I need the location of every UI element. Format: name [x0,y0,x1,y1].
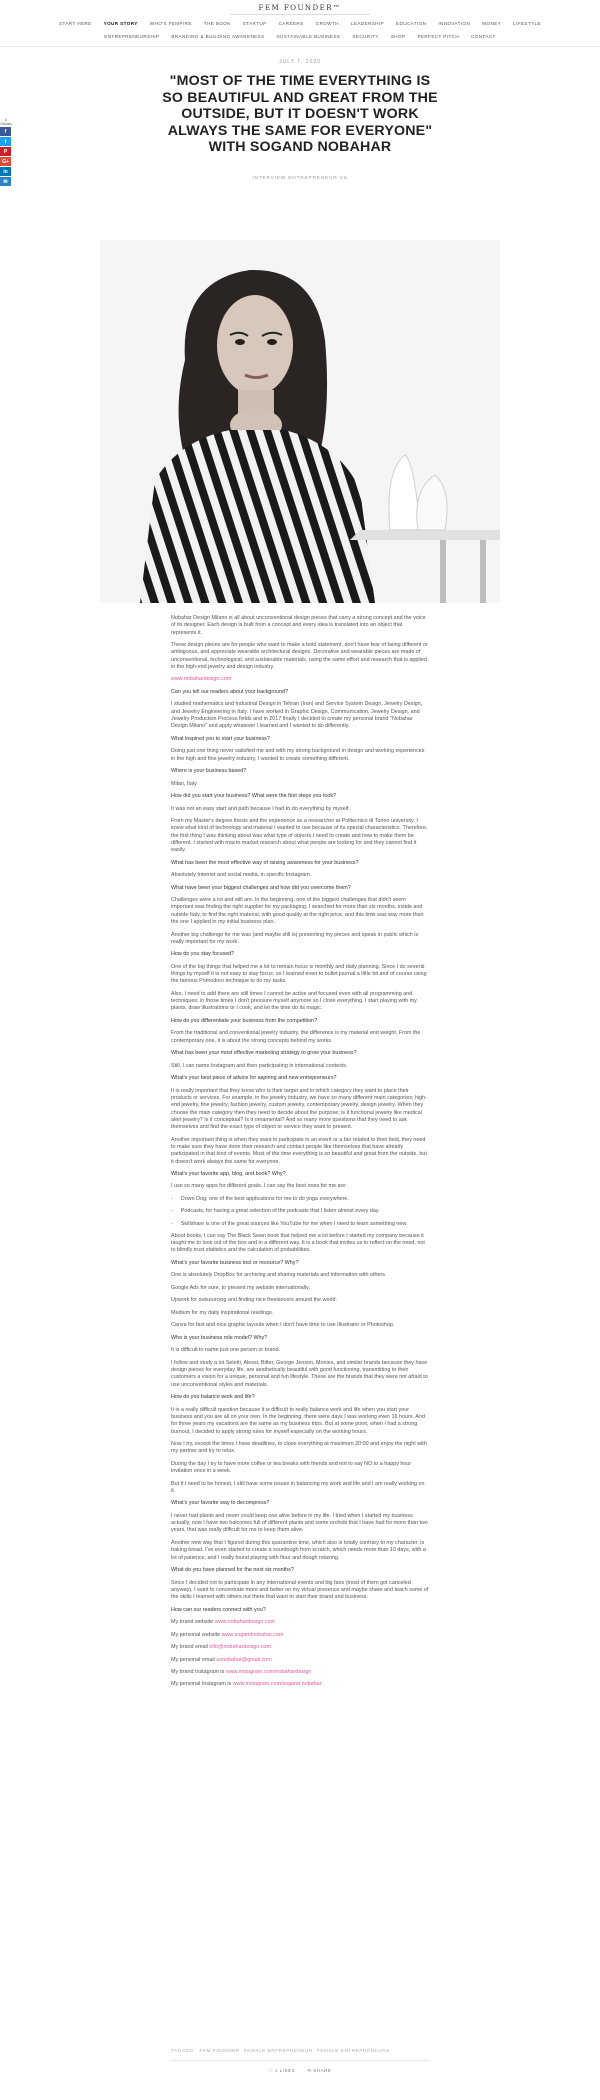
paragraph: Doing just one thing never satisfied me and with my strong background in design and working experiences in the high and fine jewelry industry, I wanted to create something different. [171,748,425,762]
nav-item-careers[interactable]: CAREERS [278,21,304,26]
contact-label: My brand email [171,1644,210,1651]
list-item-text: Down Dog, one of the best applications for me to do yoga everywhere. [180,1195,349,1202]
question: Who is your business role model? Why? [171,1334,268,1341]
google-plus-icon[interactable]: G+ [0,157,11,166]
nav-item-contact[interactable]: CONTACT [471,34,496,39]
paragraph: Canva for fast and nice graphic layouts when I don't have time to use Illustrator or Photoshop. [171,1322,395,1329]
footer-divider [171,2060,429,2061]
nav-item-the-book[interactable]: THE BOOK [203,21,231,26]
paragraph: Another big challenge for me was (and maybe still is) presenting my pieces and speak in public which is really important for my work. [171,931,419,945]
facebook-icon[interactable]: f [0,127,11,136]
paragraph: I follow and study a lot Seletti, Alessi, Bitter, George Jenson, Monies, and similar brands because they have design pieces for everyday life, are aesthetically beautiful with good functioning, transmitting to their customers a vision for a unique, personal and fun lifestyle. These are the brands that they were not afraid to use unconventional styles and materials. [171,1359,428,1388]
paragraph: These design pieces are for people who want to make a bold statement, don't have fear of being different or ambiguous, and appreciate wearable architectural designs. Decorative and wearable pieces are made of unconventional, technological, and sustainable materials, using the same effort and research that is applied in the high-end jewelry and design industry. [171,642,428,670]
question: How can our readers connect with you? [171,1606,266,1613]
question: What inspired you to start your business? [171,735,270,742]
bullet-dash: - [171,1208,173,1215]
post-tags [171,2048,429,2053]
contact-label: My personal website [171,1631,222,1638]
question: How do you balance work and life? [171,1394,255,1401]
nav-item-growth[interactable]: GROWTH [315,21,339,26]
paragraph: Challenges were a lot and still are. In the beginning, one of the biggest challenges that didn't seem important was finding the right supplier for my packaging. I searched for more than six months, inside and outside Italy, to find the right material, with good quality at the right price, and this time was way more than the one I applied in my initial business plan. [171,897,424,926]
post-actions [0,2068,600,2074]
list-item [171,1196,429,1203]
paragraph: During the day I try to have more coffee or tea breaks with friends and not to say NO to a happy hour invitation once in a week. [171,1460,412,1475]
brand-site-link[interactable]: www.nobahardesign.com [171,676,232,683]
paragraph: From the traditional and conventional jewelry industry, the difference is my material and weight. From the contemporary one, it is about the strong concepts behind my works. [171,1030,421,1044]
site-logo[interactable]: FEM FOUNDER™ [258,4,342,12]
nav-divider [0,46,600,47]
pinterest-icon[interactable]: P [0,147,11,156]
nav-item-startup[interactable]: STARTUP [242,21,267,26]
tag-link[interactable]: FEMALE ENTREPRENEURS [316,2048,390,2053]
paragraph: Still, I can name Instagram and then participating in international contests. [171,1062,348,1069]
logo-divider [230,14,370,15]
paragraph: About books, I can say The Black Swan book that helped me a lot before I started my company because it taught me to look out of the box and in a different way. It is a book that invites us to reflect on the need, not to blindly trust statistics and the calculation of probabilities. [171,1232,425,1254]
paragraph: I use so many apps for different goals. I can say the best ones for me are: [171,1183,347,1190]
paragraph: Since I decided not to participate in any international events and big fairs (most of them got canceled anyway), I want to concentrate more and better on my virtual presence and maybe share and teach some of the skills I learned with others out there that want to start their brand and business. [171,1579,429,1601]
question: How do you differentiate your business from the competition? [171,1017,318,1024]
nav-item-shop[interactable]: SHOP [390,34,406,39]
twitter-icon[interactable]: t [0,137,11,146]
nav-item-your-story[interactable]: YOUR STORY [103,21,138,26]
paragraph: Milan, Italy [171,780,197,787]
contact-item [171,1657,429,1664]
list-item [171,1208,429,1215]
post-title: "MOST OF THE TIME EVERYTHING IS SO BEAUTIFUL AND GREAT FROM THE OUTSIDE, BUT IT DOESN'T WORK ALWAYS THE SAME FOR EVERYONE" WITH SOGAND NOBAHAR [162,73,438,155]
nav-item-leadership[interactable]: LEADERSHIP [350,21,385,26]
linkedin-icon[interactable]: in [0,167,11,176]
nav-item-branding-building-awareness[interactable]: BRANDING & BUILDING AWARENESS [171,34,265,39]
nav-item-education[interactable]: EDUCATION [396,21,427,26]
nav-item-who-s-fempire[interactable]: WHO'S FEMPIRE [149,21,192,26]
list-item [171,1221,429,1228]
paragraph: Another new way that I figured during this quarantine time, which also is totally contrary to my character, is baking bread. I've even started to create a sourdough from scratch, which needs more than 10 days, with a lot of patience, and I really found playing with flour and dough relaxing. [171,1539,426,1561]
nav-item-lifestyle[interactable]: LIFESTYLE [513,21,541,26]
question: How do you stay focused? [171,951,235,958]
contact-item [171,1619,429,1626]
paragraph: Nobahar Design Milano is all about unconventional design pieces that carry a strong concept and the voice of its designer. Each design is built from a concept and every idea is translated into an object that represents it. [171,615,426,636]
paragraph: Google Ads for sure, to present my website internationally. [171,1284,310,1291]
post-date: JULY 7, 2020 [279,59,321,65]
nav-item-security[interactable]: SECURITY [352,34,379,39]
paragraph: Also, I need to add there are still times I cannot be active and focused even with all programming and techniques; in those times I don't pressure myself anymore so I close everything, I start playing with my plants, draw illustrations or I cook, and let the time do its magic. [171,990,417,1012]
contact-label: My personal Instagram is [171,1681,233,1688]
paragraph: From my Master's degree thesis and the experience as a researcher at Politecnico di Torino university, I knew what kind of technology and material I wanted to use because of its special characteristics. Therefore, the first thing I was thinking about was what type of objects I need to create and how to make them be different. I started with macro market research about what people are looking for and they cannot find it easily. [171,818,428,854]
paragraph: One is absolutely DropBox for archiving and sharing materials and information with others. [171,1272,387,1279]
main-nav-row-1 [0,21,600,26]
question: What's your favorite app, blog, and book? Why? [171,1170,286,1177]
paragraph: It is a really difficult question because it is difficult to really balance work and life when you start your business and you are all on your own. In the beginning, there were days I was working even 16 hours. And for three years my vacations are the same as my business trips. But at some point, when I had a strong burnout, I decided to apply strong rules for myself especially on the working hours. [171,1406,425,1435]
contact-item [171,1681,429,1688]
list-item-text: Podcasts, for having a great selection of the podcasts that I listen almost every day. [180,1208,380,1215]
contact-item [171,1644,429,1651]
nav-item-start-here[interactable]: START HERE [59,21,92,26]
paragraph: But if I need to be honest, I still have some issues in balancing my work and life and I am really working on it. [171,1480,425,1494]
contact-list [171,1619,429,1689]
share-button[interactable]: ⟲ SHARE [307,2068,332,2073]
bullet-dash: - [171,1220,173,1227]
question: Can you tell our readers about your background? [171,688,289,695]
paragraph: Absolutely Internet and social media, in specific Instagram. [171,872,312,879]
share-count-label: Shares [0,122,12,126]
question: What have been your biggest challenges and how did you overcome them? [171,884,351,891]
list-item-text: Skillshare is one of the great sources like YouTube for me when I need to learn something new. [180,1220,408,1227]
portrait-illustration [100,240,500,603]
article-body [171,615,429,1694]
nav-item-innovation[interactable]: INNOVATION [438,21,471,26]
contact-item [171,1632,429,1639]
question: What has been your most effective marketing strategy to grow your business? [171,1050,357,1057]
like-button[interactable]: ♡ 1 LIKES [268,2068,296,2073]
nav-item-entrepreneurship[interactable]: ENTREPRENEURSHIP [104,34,160,39]
paragraph: One of the big things that helped me a lot to remain focus is monthly and daily planning. Since I do several things by myself it is not easy to stay focus, so I learned even to bullet journal a little bit and of course using the famous Pomodoro technique to do my tasks. [171,963,427,985]
contact-label: My personal email [171,1656,217,1663]
main-nav-row-2 [0,34,600,39]
question: What has been the most effective way of raising awareness for your business? [171,859,359,866]
paragraph: Another important thing is when they want to participate in an event or a fair related to their field, they need to make sure they have done their research and contact people like themselves that have already participated in that kind of events. Most of the time everything is so beautiful and great from the outside, but it doesn't work always the same for everyone. [171,1136,427,1165]
nav-item-perfect-pitch[interactable]: PERFECT PITCH [417,34,460,39]
question: What's your best piece of advice for aspiring and new entrepreneurs? [171,1075,337,1082]
question: What's your favorite business tool or resource? Why? [171,1259,299,1266]
contact-link[interactable]: www.instagram.com/nobahardesign [225,1669,312,1675]
question: Where is your business based? [171,768,247,775]
nav-item-sustainable-business[interactable]: SUSTAINABLE BUSINESS [276,34,341,39]
paragraph: I studied mathematics and Industrial Design in Tehran (Iran) and Service System Design, Jewelry Design, and Jewelry Engineering in Italy. I have worked in Graphic Design, Communication, Jewelry Design, and Jewelry Production Process fields and in 2017 finally I decided to create my personal brand "Nobahar Design Milano" and apply whatever I learned and I wanted to do differently. [171,701,423,730]
contact-link[interactable]: sonobahar@gmail.com [216,1656,272,1663]
contact-link[interactable]: www.instagram.com/sogand.nobahar [232,1681,322,1688]
question: What do you have planned for the next six months? [171,1567,294,1574]
paragraph: Now I try, except the times I have deadlines, to close everything at maximum 20:00 and enjoy the night with my partner and try to relax. [171,1441,427,1455]
paragraph: I never had plants and never could keep one alive before in my life. I tried when I started my business actually, now I have two balconies full of different plants and some orchids that I have had for more than two years, that was really difficult for me to keep them alive. [171,1512,428,1534]
share-count [0,118,12,126]
contact-link[interactable]: info@nobahardesign.com [209,1644,271,1651]
contact-link[interactable]: www.sogandnobahar.com [221,1631,284,1638]
email-icon[interactable]: ✉ [0,177,11,186]
question: How did you start your business? What were the first steps you took? [171,793,337,800]
contact-item [171,1669,429,1676]
tags-label: TAGGED: [171,2048,196,2053]
tag-link[interactable]: FEMALE ENTREPRENEUR [243,2048,313,2053]
post-category[interactable]: INTERVIEW ENTREPRENEUR VS [252,176,348,181]
bullet-dash: - [171,1195,173,1202]
paragraph: It is difficult to name just one person or brand. [171,1347,280,1354]
contact-label: My brand website [171,1619,215,1626]
paragraph: Medium for my daily inspirational readings. [171,1309,274,1316]
contact-link[interactable]: www.nobahardesign.com [214,1619,275,1626]
app-list [171,1196,429,1228]
paragraph: It was not an easy start and path because I had to do everything by myself. [171,805,350,812]
paragraph: Upwork for outsourcing and finding nice freelancers around the world. [171,1297,338,1304]
tag-link[interactable]: FEM FOUNDER [199,2048,240,2053]
nav-item-money[interactable]: MONEY [482,21,502,26]
share-count-value: 0 [5,118,7,122]
paragraph: It is really important that they know who is their target and in which category they want to place their products or services. For example, in the jewelry industry, we have so many different main categories; high-end jewelry, fine jewelry, fashion jewelry, custom jewelry, contemporary jewelry, design jewelry. When they choose the main category then they need to decide about the purpose; is it functional jewelry like medical alert jewelry? Is it conceptual? Is it ornamental? And so many more questions that they need to ask themselves and find the exact type of object or service they want to present. [171,1087,427,1131]
portrait-photo [100,240,500,603]
question: What's your favorite way to decompress? [171,1500,270,1507]
contact-label: My brand Instagram is [171,1669,226,1675]
